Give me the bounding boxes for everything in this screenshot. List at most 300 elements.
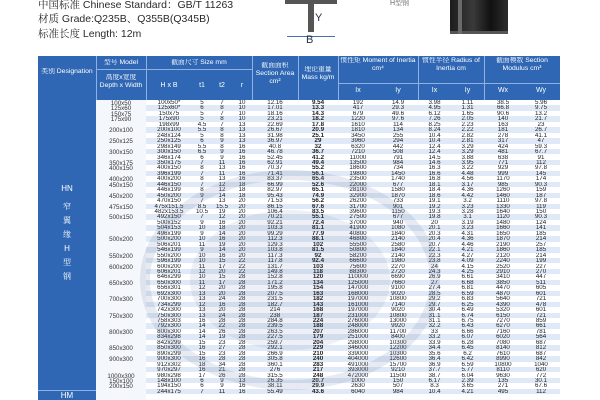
- table-cell: 16: [218, 219, 226, 226]
- table-cell: 91: [537, 154, 545, 160]
- table-cell: 21: [218, 367, 226, 373]
- table-cell: 182.7: [267, 301, 283, 308]
- table-cell: 733: [392, 198, 404, 204]
- table-cell: 3.2: [463, 198, 472, 204]
- table-cell: 800x300: [157, 328, 181, 335]
- model-label: 850x300: [109, 345, 133, 353]
- table-cell: 18.1: [428, 181, 441, 188]
- table-cell: 292.1: [267, 345, 283, 351]
- table-cell: 6.83: [461, 296, 474, 302]
- table-cell: 26.9: [428, 274, 441, 280]
- table-cell: 19: [218, 334, 226, 340]
- table-cell: 687: [535, 339, 547, 346]
- table-cell: 20.9: [311, 127, 325, 133]
- table-cell: 239.5: [267, 323, 283, 329]
- model-label: 125x60: [110, 105, 132, 113]
- table-cell: 19800: [349, 170, 367, 177]
- table-cell: 5: [200, 100, 204, 106]
- table-cell: 120: [312, 274, 324, 280]
- table-cell: 195.8: [267, 285, 283, 291]
- table-cell: 134: [392, 127, 404, 133]
- table-cell: 19.2: [428, 203, 441, 209]
- table-cell: 13: [238, 377, 246, 384]
- table-cell: 55500: [349, 241, 367, 248]
- table-cell: 31.1: [428, 318, 441, 324]
- table-cell: 38.11: [267, 383, 283, 389]
- table-cell: 346000: [347, 345, 369, 351]
- table-cell: 263.5: [267, 328, 283, 335]
- table-cell: 159: [535, 187, 547, 193]
- table-cell: 82.97: [267, 187, 283, 193]
- table-cell: 478: [535, 301, 547, 308]
- table-cell: 33.9: [428, 339, 441, 346]
- table-cell: 18: [238, 192, 246, 199]
- header-iy: Iy: [395, 87, 401, 94]
- table-cell: 29.9: [311, 383, 325, 389]
- header-mass: 理论重量 Mass kg/m: [301, 66, 335, 81]
- table-cell: 15: [218, 258, 226, 264]
- table-cell: 26: [218, 372, 226, 378]
- table-cell: 500x152: [157, 219, 181, 226]
- model-label: 200x150: [109, 383, 133, 391]
- table-cell: 9: [220, 377, 224, 384]
- section-caption: H型钢: [390, 0, 410, 7]
- table-cell: 6.2: [463, 350, 472, 357]
- table-cell: 271: [497, 383, 509, 389]
- model-label: 150x75: [110, 110, 132, 118]
- table-cell: 12.4: [428, 143, 441, 150]
- table-cell: 55.2: [311, 165, 325, 171]
- table-cell: 475x151.5: [154, 203, 184, 209]
- table-cell: 781: [535, 328, 547, 335]
- table-cell: 771: [497, 159, 509, 166]
- table-cell: 161000: [347, 301, 369, 308]
- table-cell: 26.35: [267, 377, 283, 384]
- table-cell: 150: [392, 377, 404, 384]
- table-cell: 2190: [496, 241, 510, 248]
- table-cell: 103: [312, 263, 324, 269]
- table-cell: 12: [198, 268, 206, 275]
- table-cell: 31.98: [267, 132, 283, 139]
- table-cell: 8: [220, 105, 224, 111]
- table-cell: 6.25: [461, 301, 474, 308]
- table-cell: 721: [535, 312, 547, 318]
- table-cell: 20.4: [428, 236, 441, 242]
- table-cell: 227.5: [267, 334, 283, 340]
- table-cell: 150x75: [158, 110, 180, 117]
- table-cell: 1450: [391, 170, 405, 177]
- table-cell: 181: [497, 127, 509, 133]
- table-cell: 511: [536, 279, 546, 286]
- table-cell: 33: [431, 328, 438, 335]
- table-cell: 4.56: [461, 176, 474, 182]
- header-divider: [96, 69, 146, 70]
- table-cell: 204: [312, 339, 324, 346]
- table-cell: 198x99: [158, 121, 180, 128]
- table-cell: 1610: [351, 121, 365, 128]
- table-cell: 152.8: [267, 274, 283, 280]
- table-cell: 305.8: [267, 356, 283, 362]
- model-label: 400x200: [109, 176, 133, 184]
- table-cell: 168000: [347, 290, 369, 297]
- table-cell: 10.4: [428, 132, 441, 139]
- table-cell: 6: [200, 105, 204, 111]
- table-cell: 250x125: [157, 138, 181, 144]
- table-cell: 1640: [496, 209, 510, 215]
- table-cell: 339000: [347, 350, 369, 357]
- table-cell: 92: [314, 252, 322, 259]
- table-cell: 207: [312, 328, 324, 335]
- table-cell: 67.6: [311, 203, 325, 209]
- table-cell: 100x50*: [157, 100, 181, 106]
- table-cell: 1740: [391, 176, 405, 182]
- table-cell: 88.1: [311, 236, 325, 242]
- header-rx: Ix: [431, 87, 438, 94]
- table-cell: 734x299: [157, 301, 181, 308]
- table-cell: 28: [238, 301, 246, 308]
- table-cell: 677: [392, 181, 404, 188]
- table-cell: 1650: [496, 230, 510, 237]
- table-cell: 350x175: [157, 159, 181, 166]
- table-cell: 15: [198, 350, 206, 357]
- table-cell: 23500: [349, 176, 367, 182]
- table-cell: 16: [238, 170, 246, 177]
- table-cell: 12: [198, 285, 206, 291]
- table-cell: 22.69: [267, 121, 283, 128]
- table-cell: 185: [535, 247, 547, 253]
- material-text: 材质 Grade:Q235B、Q355B(Q345B): [38, 13, 210, 25]
- table-cell: 28100: [349, 187, 367, 193]
- table-cell: 2140: [391, 236, 405, 242]
- table-cell: 25.1: [311, 132, 325, 139]
- table-cell: 12600: [389, 356, 407, 362]
- standard-text: 中国标准 Chinese Standard：GB/T 11263: [38, 0, 234, 11]
- table-cell: 20: [238, 198, 246, 204]
- table-cell: 620: [535, 367, 547, 373]
- table-cell: 14.9: [391, 100, 405, 106]
- table-cell: 28: [238, 312, 246, 318]
- table-cell: 20: [431, 219, 438, 226]
- table-cell: 3.23: [461, 225, 474, 231]
- table-cell: 13: [218, 176, 226, 182]
- table-cell: 2240: [496, 258, 510, 264]
- table-cell: 1480: [496, 219, 510, 226]
- table-cell: 10300: [389, 339, 407, 346]
- table-cell: 14: [218, 247, 226, 253]
- table-cell: 14.6: [428, 159, 441, 166]
- table-cell: 12.4: [428, 149, 441, 155]
- table-cell: 276: [269, 367, 281, 373]
- table-cell: 3.19: [461, 219, 474, 226]
- table-cell: 10800: [494, 361, 512, 368]
- table-cell: 11700: [389, 328, 407, 335]
- table-cell: 32900: [349, 192, 367, 199]
- width-b-label: B: [306, 34, 314, 46]
- table-cell: 99.29: [267, 230, 283, 237]
- table-cell: 24.3: [428, 268, 441, 275]
- table-cell: 10: [238, 105, 246, 111]
- table-cell: 192: [352, 100, 364, 106]
- table-cell: 1110: [496, 198, 510, 204]
- table-cell: 9.75: [534, 105, 548, 111]
- table-cell: 4390: [496, 301, 510, 308]
- table-cell: 17.8: [311, 121, 325, 128]
- table-cell: 3410: [496, 274, 510, 280]
- table-cell: 2.23: [461, 121, 474, 128]
- table-cell: 74.9: [311, 192, 325, 199]
- table-cell: 16: [198, 367, 206, 373]
- table-cell: 16: [238, 154, 246, 160]
- table-cell: 7: [220, 100, 224, 106]
- table-cell: 244x175: [157, 388, 181, 395]
- table-cell: 47: [537, 138, 545, 144]
- table-cell: 29.2: [428, 296, 441, 302]
- table-cell: 217: [312, 367, 324, 373]
- table-cell: 117.8: [267, 258, 283, 264]
- table-cell: 38.5: [496, 100, 510, 106]
- table-cell: 4.36: [461, 187, 474, 193]
- table-cell: 34.4: [428, 345, 441, 351]
- table-cell: 4.46: [461, 241, 474, 248]
- table-cell: 1150: [391, 209, 405, 215]
- table-cell: 65.1: [311, 187, 325, 193]
- table-cell: 15.5: [215, 203, 229, 209]
- table-cell: 26: [218, 328, 226, 335]
- table-cell: 8990: [496, 356, 510, 362]
- table-cell: 28: [238, 367, 246, 373]
- table-cell: 2520: [496, 263, 510, 269]
- table-cell: 18.2: [311, 116, 325, 122]
- table-cell: 11: [198, 241, 206, 248]
- table-cell: 3450: [351, 132, 365, 139]
- table-cell: 36.7: [311, 149, 325, 155]
- table-cell: 9: [200, 247, 204, 253]
- table-cell: 16: [218, 236, 226, 242]
- table-cell: 638: [497, 154, 509, 160]
- table-cell: 13500: [349, 159, 367, 166]
- table-cell: 772: [535, 372, 547, 378]
- table-cell: 248000: [347, 323, 369, 329]
- designation-hn-char: 窄: [63, 202, 71, 211]
- model-column: [96, 100, 146, 400]
- table-cell: 3960: [351, 138, 365, 144]
- table-cell: 90.6: [496, 110, 510, 117]
- table-cell: 4.31: [461, 230, 474, 237]
- table-cell: 8140: [496, 345, 510, 351]
- table-cell: 842: [535, 356, 547, 362]
- header-t1: t1: [199, 82, 205, 89]
- table-cell: 77.9: [311, 230, 325, 237]
- table-cell: 812: [535, 345, 547, 351]
- header-ry: Iy: [464, 87, 471, 94]
- table-cell: 131.7: [267, 263, 283, 269]
- table-cell: 8400: [391, 334, 405, 340]
- table-cell: 28: [238, 356, 246, 362]
- table-cell: 506x201: [157, 241, 181, 248]
- table-cell: 842x299: [157, 339, 181, 346]
- table-cell: 32: [314, 143, 322, 150]
- table-cell: 187: [312, 312, 324, 318]
- table-cell: 500x200: [157, 236, 181, 242]
- table-cell: 43.6: [311, 388, 325, 395]
- table-cell: 29.3: [391, 105, 405, 111]
- table-cell: 19.8: [428, 214, 441, 220]
- table-cell: 36.9: [428, 361, 441, 368]
- table-cell: 11500: [389, 372, 407, 378]
- model-label: 800x300: [109, 328, 133, 336]
- table-cell: 112: [536, 388, 546, 395]
- table-cell: 20: [238, 252, 246, 259]
- table-cell: 59.3: [534, 143, 548, 150]
- table-cell: 929: [497, 165, 509, 171]
- table-cell: 28: [238, 279, 246, 286]
- table-cell: 8.5: [197, 203, 207, 209]
- table-cell: 28: [238, 323, 246, 329]
- table-cell: 15: [198, 339, 206, 346]
- table-cell: 20: [238, 219, 246, 226]
- table-cell: 298000: [347, 339, 369, 346]
- table-cell: 1260: [496, 187, 510, 193]
- table-cell: 149.8: [267, 268, 283, 275]
- table-cell: 50800: [349, 247, 367, 253]
- table-cell: 6.61: [461, 274, 474, 280]
- table-cell: 16: [238, 165, 246, 171]
- table-cell: 16: [238, 383, 246, 389]
- table-cell: 1040: [534, 361, 548, 368]
- table-cell: 29.7: [428, 301, 441, 308]
- table-cell: 984: [392, 388, 404, 395]
- table-cell: 6320: [351, 143, 365, 150]
- table-cell: 1870: [391, 192, 405, 199]
- table-cell: 656x301: [157, 285, 181, 291]
- model-label: 600x200: [109, 263, 133, 271]
- table-cell: 90.3: [534, 181, 548, 188]
- table-cell: 417: [352, 105, 364, 111]
- steel-beam-photo: [450, 0, 508, 34]
- table-cell: 7: [200, 214, 204, 220]
- model-label: 175x90: [110, 116, 132, 124]
- table-cell: 10: [198, 274, 206, 280]
- table-cell: 6.75: [461, 318, 474, 324]
- header-designation: 类别 Designation: [41, 68, 93, 75]
- header-moi: 惯性矩 Moment of Inertia cm⁴: [340, 57, 416, 72]
- table-cell: 112: [536, 159, 546, 166]
- table-cell: 40.8: [268, 143, 282, 150]
- table-cell: 6.28: [461, 339, 474, 346]
- table-cell: 36.4: [428, 356, 441, 362]
- table-cell: 7160: [496, 328, 510, 335]
- table-cell: 442: [392, 143, 404, 150]
- table-cell: 283: [312, 361, 324, 368]
- table-cell: 10: [238, 100, 246, 106]
- table-cell: 36.97: [267, 138, 283, 144]
- table-cell: 134: [312, 279, 324, 286]
- table-cell: 62.91: [267, 159, 283, 166]
- table-cell: 6.12: [428, 110, 441, 117]
- table-cell: 396x199: [157, 170, 181, 177]
- table-cell: 1860: [496, 247, 510, 253]
- table-cell: 20: [238, 214, 246, 220]
- table-cell: 758x303: [157, 318, 181, 324]
- header-size: 截面尺寸 Size mm: [171, 59, 227, 66]
- table-cell: 1870: [496, 236, 510, 242]
- table-cell: 1840: [391, 247, 405, 253]
- table-cell: 400x200: [157, 176, 181, 182]
- table-cell: 8.24: [428, 127, 441, 133]
- table-cell: 31700: [349, 203, 367, 209]
- table-cell: 58200: [349, 252, 367, 259]
- table-cell: 4.09: [461, 258, 474, 264]
- table-cell: 22.1: [428, 247, 441, 253]
- table-cell: 10.4: [428, 138, 441, 144]
- table-cell: 28: [238, 296, 246, 302]
- header-wy: Wy: [535, 87, 547, 94]
- table-cell: 9: [220, 149, 224, 155]
- table-cell: 49.6: [391, 110, 405, 117]
- table-cell: 6.59: [461, 361, 474, 368]
- table-cell: 33.2: [428, 334, 441, 340]
- table-cell: 214: [269, 307, 281, 313]
- table-cell: 10: [198, 236, 206, 242]
- table-cell: 15700: [389, 361, 407, 368]
- table-cell: 504x153: [157, 225, 181, 231]
- table-cell: 117.3: [267, 252, 283, 259]
- table-cell: 17: [218, 263, 226, 269]
- table-cell: 650x300: [157, 279, 181, 286]
- table-cell: 12: [218, 181, 226, 188]
- table-cell: 564: [535, 334, 547, 340]
- table-cell: 266.9: [267, 350, 283, 357]
- table-cell: 224: [312, 318, 324, 324]
- table-cell: 20: [238, 236, 246, 242]
- table-cell: 140: [497, 116, 509, 122]
- table-cell: 12200: [389, 345, 407, 351]
- table-cell: 3.29: [461, 143, 474, 150]
- table-cell: 55.49: [267, 388, 283, 395]
- table-cell: 66.8: [496, 105, 510, 111]
- table-cell: 4470: [496, 285, 510, 291]
- table-cell: 67.7: [534, 149, 548, 155]
- table-cell: 18.16: [267, 110, 283, 117]
- header-r: r: [240, 82, 244, 89]
- h-beam-section-diagram: [285, 0, 337, 48]
- table-cell: 3.88: [461, 154, 474, 160]
- table-cell: 238: [269, 312, 281, 318]
- table-cell: 12: [218, 214, 226, 220]
- table-cell: 17: [218, 279, 226, 286]
- table-cell: 8: [220, 143, 224, 150]
- table-cell: 278: [497, 132, 509, 139]
- table-cell: 67.6: [534, 383, 548, 389]
- table-cell: 4.5: [197, 121, 207, 128]
- table-cell: 37.7: [428, 367, 441, 373]
- table-cell: 29: [314, 138, 322, 144]
- table-cell: 119: [536, 203, 546, 209]
- table-cell: 393000: [347, 367, 369, 373]
- table-cell: 2.05: [461, 116, 474, 122]
- table-cell: 601: [535, 307, 547, 313]
- table-cell: 284.8: [267, 318, 283, 324]
- table-cell: 31.1: [428, 312, 441, 318]
- table-cell: 20: [218, 307, 226, 313]
- model-label: 650x300: [109, 279, 133, 287]
- table-cell: 6.81: [461, 285, 474, 291]
- table-cell: 27: [218, 345, 226, 351]
- model-label: 200x100: [109, 127, 133, 135]
- table-cell: 546x199: [157, 247, 181, 253]
- table-cell: 7080: [496, 339, 510, 346]
- table-cell: 7: [200, 388, 204, 395]
